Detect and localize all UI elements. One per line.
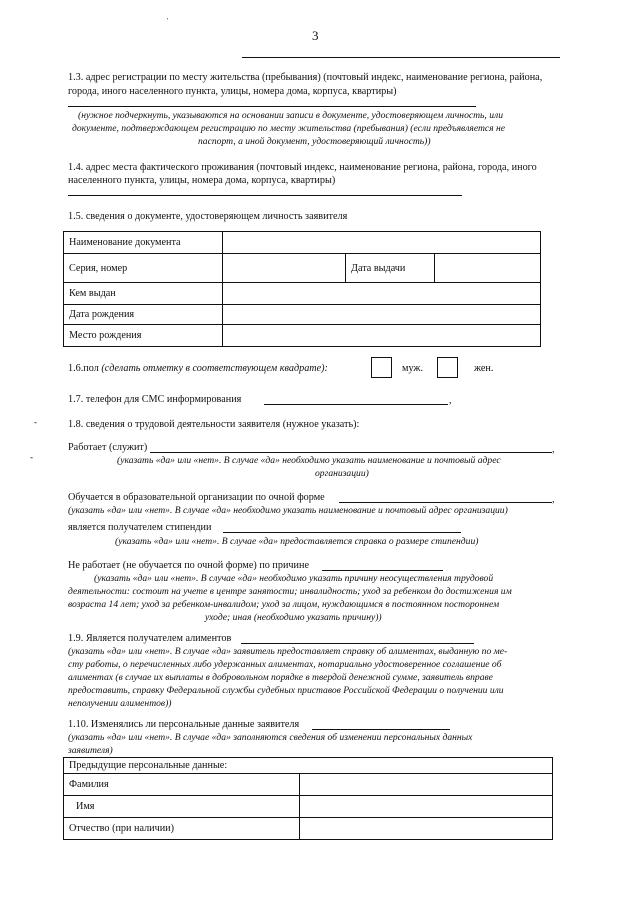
series-value[interactable] — [223, 254, 346, 283]
doc-name-label: Наименование документа — [64, 232, 223, 254]
name-label-text: Имя — [76, 801, 95, 812]
notworking-note-3: возраста 14 лет; уход за ребенком-инвалидом; уход за лицом, нуждающимся в постоянном постороннем — [68, 599, 500, 610]
s15-label: 1.5. сведения о документе, удостоверяющем личность заявителя — [68, 211, 348, 222]
s14-label-cont: населенного пункта, улицы, номера дома, корпуса, квартиры) — [68, 175, 336, 186]
studies-note: (указать «да» или «нет». В случае «да» необходимо указать наименование и почтовый адрес организации) — [68, 505, 508, 516]
s19-note-4: предоставить, справку Федеральной службы судебных приставов Российской Федерации о получении или — [68, 685, 504, 696]
page-number: 3 — [312, 28, 319, 43]
s17-comma: , — [449, 395, 452, 406]
s14-address-field[interactable] — [68, 195, 462, 196]
surname-value[interactable] — [300, 774, 553, 796]
s110-note-1: (указать «да» или «нет». В случае «да» заполняются сведения об изменении персональных данных — [68, 732, 473, 743]
female-label: жен. — [474, 363, 494, 374]
birth-date-value[interactable] — [223, 305, 541, 325]
s14-label: 1.4. адрес места фактического проживания (почтовый индекс, наименование региона, района, города, иного — [68, 162, 537, 173]
birth-place-value[interactable] — [223, 325, 541, 347]
s19-note-3: алиментах (в случае их выплаты в добровольном порядке в твердой денежной сумме, заявитель вправе — [68, 672, 493, 683]
s16-label-text: 1.6.пол — [68, 363, 99, 374]
studies-comma: , — [552, 494, 555, 505]
s13-address-field[interactable] — [68, 106, 476, 107]
patronymic-value[interactable] — [300, 818, 553, 840]
studies-field[interactable] — [339, 502, 552, 503]
margin-mark-1: - — [34, 417, 37, 427]
phone-field[interactable] — [264, 404, 448, 405]
previous-personal-data-table — [63, 757, 553, 840]
scan-mark: ' — [167, 17, 169, 25]
patronymic-label: Отчество (при наличии) — [64, 818, 300, 840]
notworking-note-1: (указать «да» или «нет». В случае «да» необходимо указать причину неосуществления трудовой — [94, 573, 494, 584]
notworking-field[interactable] — [322, 570, 443, 571]
notworking-note-4: уходе; иная (необходимо указать причину)) — [205, 612, 382, 623]
margin-mark-2: - — [30, 452, 33, 462]
s19-note-5: неполучении алиментов)) — [68, 698, 172, 709]
s16-hint: (сделать отметку в соответствующем квадрате): — [101, 363, 328, 374]
notworking-note-2: деятельности: состоит на учете в центре занятости; инвалидность; уход за ребенком до достижения им — [68, 586, 512, 597]
issued-by-label: Кем выдан — [64, 283, 223, 305]
male-checkbox[interactable] — [371, 357, 392, 378]
studies-label: Обучается в образовательной организации по очной форме — [68, 492, 325, 503]
issued-by-value[interactable] — [223, 283, 541, 305]
works-field[interactable] — [150, 452, 552, 453]
s13-label-cont: города, иного населенного пункта, улицы, номера дома, корпуса, квартиры) — [68, 86, 397, 97]
name-value[interactable] — [300, 796, 553, 818]
name-label — [64, 796, 300, 818]
s18-label: 1.8. сведения о трудовой деятельности заявителя (нужное указать): — [68, 419, 360, 430]
personal-data-changed-field[interactable] — [312, 729, 450, 730]
s19-label: 1.9. Является получателем алиментов — [68, 633, 232, 644]
s13-note-3: паспорт, а иной документ, удостоверяющий личность)) — [198, 136, 431, 147]
birth-date-label: Дата рождения — [64, 305, 223, 325]
stipend-note: (указать «да» или «нет». В случае «да» предоставляется справка о размере стипендии) — [115, 536, 479, 547]
notworking-label: Не работает (не обучается по очной форме) по причине — [68, 560, 309, 571]
male-label: муж. — [402, 363, 423, 374]
s19-note-2: сту работы, о перечисленных либо удержанных алиментах, нотариально удостоверенное соглашение об — [68, 659, 502, 670]
s19-note-1: (указать «да» или «нет». В случае «да» заявитель предоставляет справку об алиментах, выданную по ме- — [68, 646, 508, 657]
issue-date-value[interactable] — [435, 254, 541, 283]
s13-label: 1.3. адрес регистрации по месту жительства (пребывания) (почтовый индекс, наименование региона, района, — [68, 72, 543, 83]
header-line — [242, 57, 560, 58]
issue-date-label: Дата выдачи — [346, 254, 435, 283]
identity-document-table — [63, 231, 541, 347]
stipend-field[interactable] — [223, 532, 461, 533]
s17-label: 1.7. телефон для СМС информирования — [68, 394, 242, 405]
works-comma: , — [552, 444, 555, 455]
s13-note-1: (нужное подчеркнуть, указываются на основании записи в документе, удостоверяющем личность, или — [78, 110, 503, 121]
doc-name-value[interactable] — [223, 232, 541, 254]
previous-data-header: Предыдущие персональные данные: — [64, 758, 553, 774]
s110-note-2: заявителя) — [68, 745, 113, 756]
female-checkbox[interactable] — [437, 357, 458, 378]
stipend-label: является получателем стипендии — [68, 522, 212, 533]
s13-note-2: документе, подтверждающем регистрацию по месту жительства (пребывания) (если предъявляется не — [72, 123, 506, 134]
birth-place-label: Место рождения — [64, 325, 223, 347]
surname-label: Фамилия — [64, 774, 300, 796]
works-note-1: (указать «да» или «нет». В случае «да» необходимо указать наименование и почтовый адрес — [117, 455, 501, 466]
works-label: Работает (служит) — [68, 442, 148, 453]
alimony-field[interactable] — [241, 643, 474, 644]
works-note-2: организации) — [315, 468, 369, 479]
s16-label — [68, 362, 328, 376]
s110-label: 1.10. Изменялись ли персональные данные заявителя — [68, 719, 300, 730]
series-label: Серия, номер — [64, 254, 223, 283]
